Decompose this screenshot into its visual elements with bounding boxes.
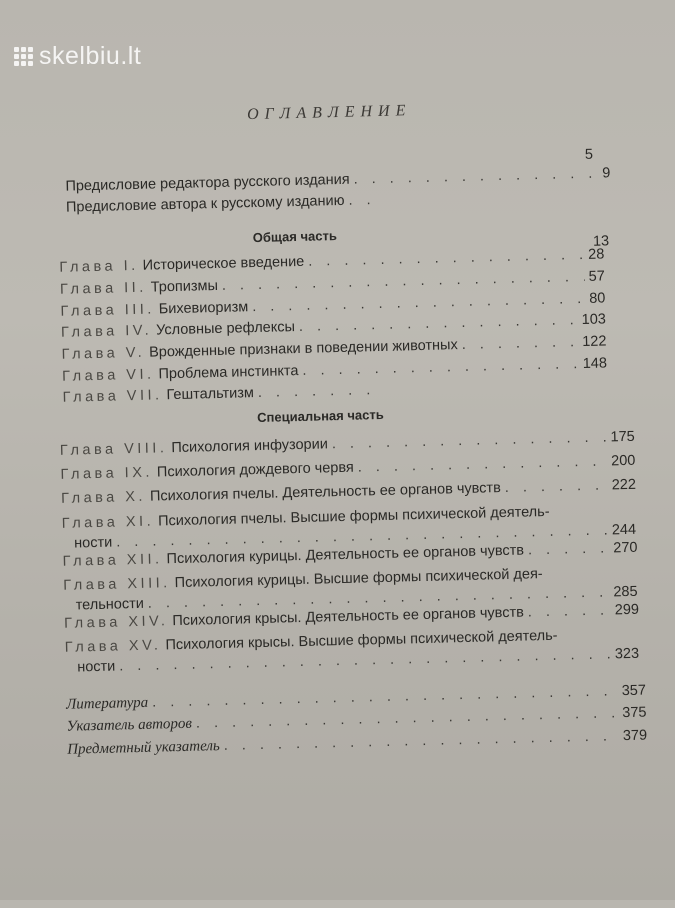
entry-label: Гештальтизм <box>166 385 255 404</box>
entry-page: 103 <box>581 311 607 329</box>
entry-page: 148 <box>582 355 608 373</box>
entry-label: Врожденные признаки в поведении животных <box>148 337 458 361</box>
entry-label: тельности <box>75 595 145 614</box>
entry-page: 299 <box>614 601 640 619</box>
page-number-general: 13 <box>592 233 610 250</box>
toc-entry-part1-6 <box>62 382 382 406</box>
entry-label: Условные рефлексы <box>155 319 296 339</box>
dot-leader <box>528 540 610 558</box>
entry-label: ности <box>77 658 116 676</box>
entry-label: Указатель авторов <box>66 715 193 735</box>
entry-page: 57 <box>588 268 606 285</box>
entry-label: Психология инфузории <box>171 436 329 457</box>
chapter-number: Глава VII. <box>62 387 163 406</box>
entry-label: Психология курицы. Высшие формы психической дея- <box>174 566 543 592</box>
entry-page: 28 <box>587 246 605 263</box>
dot-leader <box>353 166 598 188</box>
toc-entry-preface-author <box>66 192 384 216</box>
chapter-number: Глава XIII. <box>63 575 171 594</box>
entry-label: Предисловие редактора русского издания <box>65 171 350 195</box>
section-heading-special: Специальная часть <box>256 406 384 426</box>
chapter-number: Глава IX. <box>60 464 154 483</box>
section-heading-general: Общая часть <box>252 228 338 246</box>
dot-leader <box>462 334 579 353</box>
chapter-number: Глава XIV. <box>63 613 169 632</box>
dot-leader <box>252 291 585 315</box>
dot-leader <box>302 356 579 379</box>
entry-label: Психология крысы. Деятельность ее органов чувств <box>172 604 525 630</box>
entry-page: 222 <box>611 476 637 494</box>
entry-page: 175 <box>610 428 635 446</box>
chapter-number: Глава X. <box>60 488 147 507</box>
entry-page: 375 <box>622 704 647 722</box>
entry-page: 323 <box>614 645 640 663</box>
chapter-number: Глава XII. <box>62 551 163 570</box>
entry-page: 80 <box>589 290 606 307</box>
entry-label: Тропизмы <box>150 277 219 296</box>
dot-leader <box>308 247 584 270</box>
entry-label: Психология курицы. Деятельность ее органов чувств <box>166 542 525 568</box>
dot-leader <box>332 429 607 452</box>
dot-leader <box>224 728 620 754</box>
entry-page: 270 <box>613 539 638 557</box>
dot-leader <box>258 382 379 401</box>
entry-label: Психология пчелы. Деятельность ее органов чувств <box>149 480 502 505</box>
dot-leader <box>222 269 585 294</box>
chapter-number: Глава I. <box>59 257 139 276</box>
entry-label: Предисловие автора к русскому изданию <box>65 192 345 216</box>
chapter-number: Глава VI. <box>61 366 155 385</box>
entry-label: Историческое введение <box>142 253 305 274</box>
watermark-text: skelbiu.lt <box>39 42 142 70</box>
entry-label: Предметный указатель <box>67 738 220 758</box>
dot-leader <box>358 453 608 475</box>
entry-label: Литература <box>65 694 149 713</box>
entry-label: Бихевиоризм <box>158 299 249 318</box>
entry-page: 285 <box>613 583 638 601</box>
toc-entry-preface-editor <box>65 165 610 194</box>
entry-label: Психология крысы. Высшие формы психической деятель- <box>165 627 558 654</box>
chapter-number: Глава II. <box>59 279 147 298</box>
page-title: ОГЛАВЛЕНИЕ <box>246 102 412 124</box>
chapter-number: Глава VIII. <box>59 440 168 459</box>
toc-entry-part2-2 <box>61 477 636 507</box>
dot-leader <box>505 477 608 496</box>
chapter-number: Глава III. <box>60 301 156 320</box>
entry-page: 357 <box>621 682 647 700</box>
page-number-top: 5 <box>584 146 594 163</box>
chapter-number: Глава V. <box>61 344 146 363</box>
entry-label: Психология пчелы. Высшие формы психической деятель- <box>157 503 550 530</box>
dot-leader <box>528 602 611 620</box>
chapter-number: Глава XV. <box>64 637 162 656</box>
entry-page: 9 <box>602 165 611 182</box>
entry-label: Проблема инстинкта <box>158 362 299 383</box>
entry-label: ности <box>74 534 113 552</box>
entry-label: Психология дождевого червя <box>156 459 354 481</box>
dot-leader <box>348 192 380 209</box>
entry-page: 200 <box>610 452 636 470</box>
chapter-number: Глава XI. <box>61 513 155 532</box>
entry-page: 122 <box>582 333 607 351</box>
dot-leader <box>299 312 578 335</box>
entry-page: 379 <box>622 727 648 745</box>
chapter-number: Глава IV. <box>60 322 153 341</box>
dot-leader <box>196 705 619 731</box>
entry-page: 244 <box>611 521 637 539</box>
